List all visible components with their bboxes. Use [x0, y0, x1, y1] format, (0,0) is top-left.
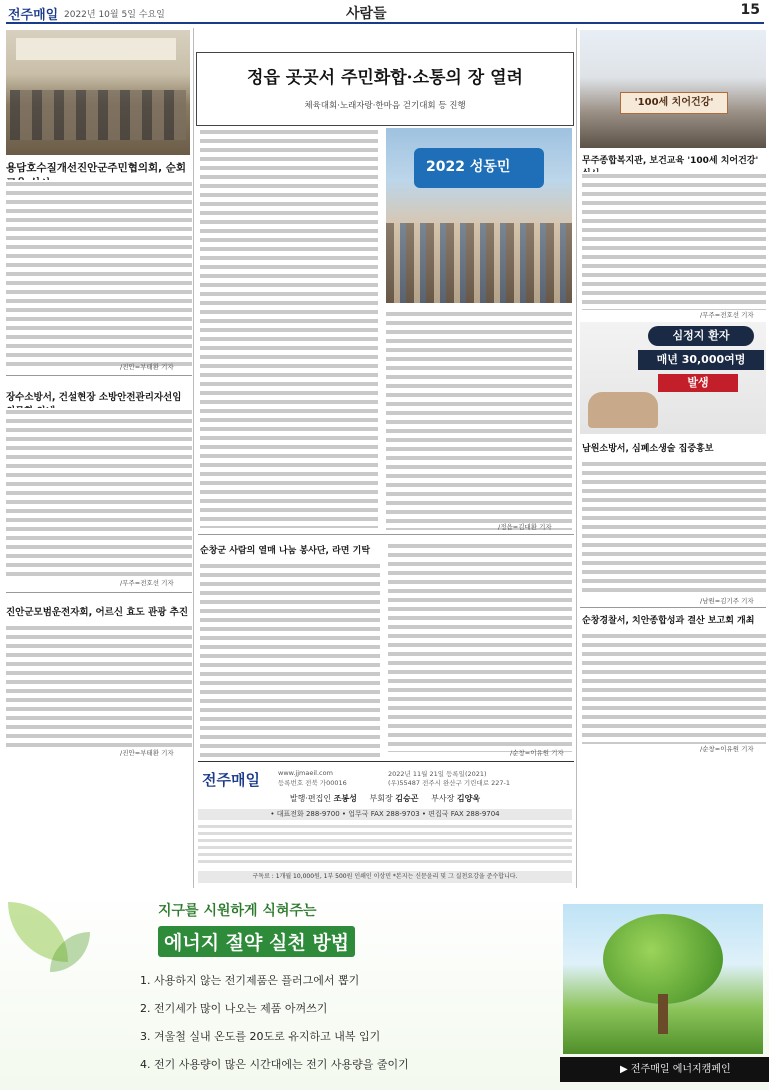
- article-byline: /진안=부태환 기자: [120, 749, 174, 757]
- publisher-label: 발행·편집인: [289, 794, 332, 803]
- page-header: [6, 2, 764, 24]
- energy-campaign-banner: [0, 892, 769, 1090]
- newspaper-logo: 전주매일: [8, 8, 59, 23]
- article-byline: /순창=이유원 기자: [510, 749, 564, 757]
- issue-date: 2022년 10월 5일 수요일: [64, 10, 165, 20]
- article-byline: /순창=이유원 기자: [700, 745, 754, 753]
- tree-landscape: [563, 904, 763, 1054]
- tip-item: 3. 겨울철 실내 온도를 20도로 유지하고 내복 입기: [140, 1030, 381, 1043]
- cpr-figure: [588, 392, 658, 428]
- feature-byline: /정읍=김대환 기자: [498, 523, 552, 531]
- poster-headline: 심정지 환자: [648, 326, 754, 346]
- masthead-footer: 구독료 : 1개월 10,000원, 1부 500원 인쇄인 이상민 *본지는 신문윤리 및 그 실천요강을 준수합니다.: [198, 871, 572, 883]
- class-banner: '100세 치어건강': [620, 92, 728, 114]
- article-title: 용담호수질개선진안군주민협의회, 순회: [6, 162, 187, 174]
- vice-name: 김승곤: [395, 794, 419, 803]
- column-divider: [193, 28, 194, 888]
- masthead-address: (우)55487 전주시 완산구 기린대로 227-1: [388, 779, 510, 787]
- article-body: [6, 408, 192, 578]
- article-title: 순창군 사람의 열매 나눔 봉사단, 라면 기탁: [200, 546, 371, 556]
- banner-line1: 지구를 시원하게 식혀주는: [158, 903, 317, 919]
- vice2-label: 부사장: [431, 794, 455, 803]
- masthead-web: www.jjmaeil.com: [278, 769, 333, 777]
- article-divider: [6, 592, 192, 593]
- article-divider: [580, 607, 766, 608]
- article-divider: [6, 375, 192, 376]
- article-title: 진안군모범운전자회, 어르신 효도 관광 추진: [6, 607, 189, 618]
- feature-title: 정읍 곳곳서 주민화합·소통의 장 열려: [247, 68, 523, 88]
- tip-item: 4. 전기 사용량이 많은 시간대에는 전기 사용량을 줄이기: [140, 1058, 409, 1071]
- event-banner-text: 2022 성동민: [426, 159, 511, 175]
- article-title: 무주종합복지관, 보건교육 '100세 치어건강': [582, 156, 759, 166]
- publisher-name: 조봉성: [333, 794, 357, 803]
- feature-title-box: [196, 52, 574, 126]
- article-body: [582, 460, 766, 596]
- article-title: 남원소방서, 심폐소생술 집중홍보: [582, 444, 714, 454]
- article-title: 장수소방서, 건설현장 소방안전관리자선임: [6, 392, 182, 403]
- article-byline: /남원=김기주 기자: [700, 597, 754, 605]
- poster-occur: 발생: [658, 374, 738, 392]
- health-class-photo: [580, 30, 766, 148]
- campaign-label: [560, 1057, 769, 1082]
- vice-label: 부회장: [369, 794, 393, 803]
- section-title: 사람들: [346, 6, 387, 22]
- article-body: [6, 180, 192, 370]
- tree-icon: [603, 914, 723, 1004]
- article-byline: /무주=전호선 기자: [120, 579, 174, 587]
- feature-subtitle: 체육대회·노래자랑·한마음 걷기대회 등 진행: [304, 101, 466, 111]
- feature-body-col1: [200, 128, 378, 528]
- feature-body-col2: [386, 310, 572, 530]
- masthead-phone-bar: • 대표전화 288-9700 • 업무국 FAX 288-9703 • 편집국 FAX 288-9704: [198, 809, 572, 820]
- meeting-photo: [6, 30, 190, 155]
- campaign-text: ▶ 전주매일 에너지캠페인: [620, 1064, 731, 1075]
- masthead-staff: [198, 793, 572, 807]
- article-body: [582, 172, 766, 310]
- vice2-name: 김양욱: [456, 794, 481, 803]
- masthead-top-rule: [198, 761, 574, 762]
- article-body: [582, 632, 766, 744]
- article-divider: [198, 534, 574, 535]
- tip-item: 1. 사용하지 않는 전기제품은 플러그에서 뽑기: [140, 974, 360, 987]
- poster-stat: 매년 30,000여명: [638, 350, 764, 370]
- article-byline: /무주=전호선 기자: [700, 311, 754, 319]
- column-divider: [576, 28, 577, 888]
- article-body: [6, 624, 192, 750]
- article-byline: /진안=부태환 기자: [120, 363, 174, 371]
- article-body: [200, 562, 380, 758]
- masthead-box: [198, 765, 572, 885]
- masthead-date: 2022년 11월 21일 등록일(2021): [388, 770, 487, 778]
- page-number: 15: [740, 2, 760, 18]
- tip-item: 2. 전기세가 많이 나오는 제품 아껴쓰기: [140, 1002, 328, 1015]
- article-body: [388, 542, 572, 752]
- banner-line2: 에너지 절약 실천 방법: [158, 926, 355, 957]
- masthead-logo: 전주매일: [202, 771, 260, 789]
- masthead-contacts: [198, 823, 572, 867]
- article-title: 순창경찰서, 치안종합성과 결산 보고회 개최: [582, 616, 755, 626]
- masthead-reg: 등록번호 전북 가00016: [278, 779, 347, 787]
- walking-event-photo: [386, 128, 572, 303]
- cpr-poster: [580, 322, 766, 434]
